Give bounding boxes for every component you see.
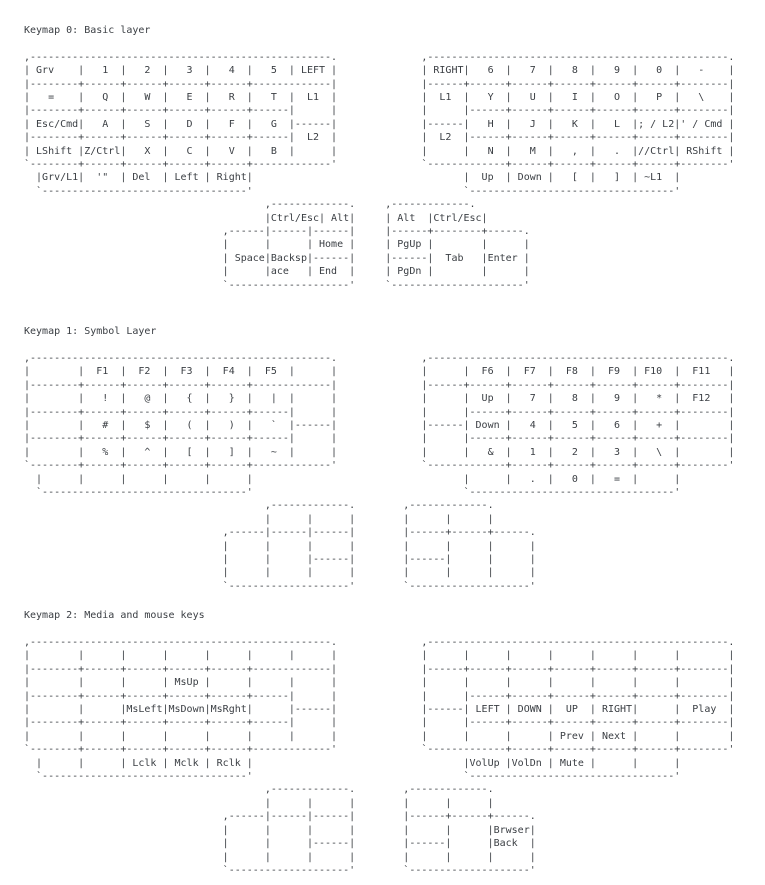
- keymap-0-ascii-art: ,--------------------------------------------------. ,--------------------------------------------------. | Grv | 1 | 2 | 3 | 4 | 5 | LEFT | | RIGHT| 6 | 7 | 8 | 9 | 0 | - | |--------+------+------+------+------+-------------| |------+------+------+------+------+------+--------| | = | Q | W | E | R | T | L1 | | L1 | Y | U | I | O | P | \ | |--------+------+------+------+------+------| | | |------+------+------+------+------+--------| | Esc/Cmd| A | S | D | F | G |------| |------| H | J | K | L |; / L2|' / Cmd | |--------+------+------+------+------+------| L2 | | L2 |------+------+------+------+------+--------| | LShift |Z/Ctrl| X | C | V | B | | | | N | M | , | . |//Ctrl| RShift | `--------+------+------+------+------+-------------' `-------------+------+------+------+------+--------' |Grv/L1| '" | Del | Left | Right| | Up | Down | [ | ] | ~L1 | `----------------------------------' `----------------------------------' ,-------------. ,-------------. |Ctrl/Esc| Alt| | Alt |Ctrl/Esc| ,------|------|------| |------+--------+------. | | | Home | | PgUp | | | | Space|Backsp|------| |------| Tab |Enter | | |ace | End | | PgDn | | | `--------------------' `----------------------': [24, 51, 735, 291]
- keymap-1-ascii-art: ,--------------------------------------------------. ,--------------------------------------------------. | | F1 | F2 | F3 | F4 | F5 | | | | F6 | F7 | F8 | F9 | F10 | F11 | |--------+------+------+------+------+-------------| |------+------+------+------+------+------+--------| | | ! | @ | { | } | | | | | | Up | 7 | 8 | 9 | * | F12 | |--------+------+------+------+------+------| | | |------+------+------+------+------+--------| | | # | $ | ( | ) | ` |------| |------| Down | 4 | 5 | 6 | + | | |--------+------+------+------+------+------| | | |------+------+------+------+------+--------| | | % | ^ | [ | ] | ~ | | | | & | 1 | 2 | 3 | \ | | `--------+------+------+------+------+-------------' `-------------+------+------+------+------+--------' | | | | | | | | . | 0 | = | | `----------------------------------' `----------------------------------' ,-------------. ,-------------. | | | | | | ,------|------|------| |------+------+------. | | | | | | | | | | |------| |------| | | | | | | | | | | `--------------------' `--------------------': [24, 352, 735, 592]
- keymap-section-basic-layer: [24, 24, 757, 292]
- keymap-1-title: Keymap 1: Symbol Layer: [24, 326, 157, 338]
- keymap-section-media-mouse-keys: [24, 609, 757, 877]
- keymap-0-title: Keymap 0: Basic layer: [24, 25, 151, 36]
- keymap-section-symbol-layer: [24, 325, 757, 593]
- keymap-2-ascii-art: ,--------------------------------------------------. ,--------------------------------------------------. | | | | | | | | | | | | | | | | |--------+------+------+------+------+-------------| |------+------+------+------+------+------+--------| | | | | MsUp | | | | | | | | | | | | |--------+------+------+------+------+------| | | |------+------+------+------+------+--------| | | |MsLeft|MsDown|MsRght| |------| |------| LEFT | DOWN | UP | RIGHT| | Play | |--------+------+------+------+------+------| | | |------+------+------+------+------+--------| | | | | | | | | | | | | Prev | Next | | | `--------+------+------+------+------+-------------' `-------------+------+------+------+------+--------' | | | Lclk | Mclk | Rclk | |VolUp |VolDn | Mute | | | `----------------------------------' `----------------------------------' ,-------------. ,-------------. | | | | | | ,------|------|------| |------+------+------. | | | | | | |Brwser| | | |------| |------| |Back | | | | | | | | | `--------------------' `--------------------': [24, 637, 735, 876]
- keymap-2-title: Keymap 2: Media and mouse keys: [24, 610, 205, 622]
